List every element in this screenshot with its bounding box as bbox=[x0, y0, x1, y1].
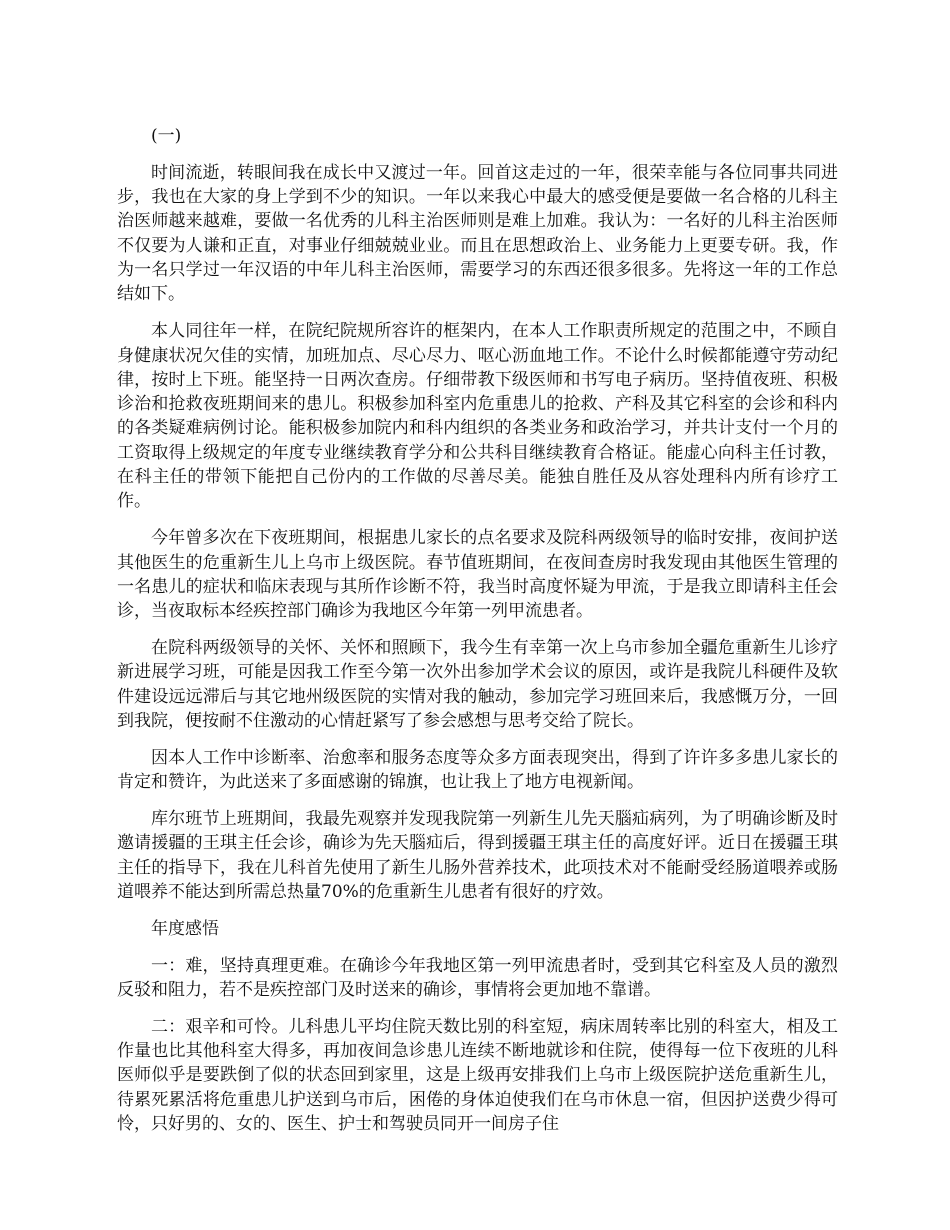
paragraph: 本人同往年一样，在院纪院规所容许的框架内，在本人工作职责所规定的范围之中，不顾自身健康状况欠佳的实情，加班加点、尽心尽力、呕心沥血地工作。不论什么时候都能遵守劳动纪律，按时上下班。能坚持一日两次查房。仔细带教下级医师和书写电子病历。坚持值夜班、积极诊治和抢救夜班期间来的患儿。积极参加科室内危重患儿的抢救、产科及其它科室的会诊和科内的各类疑难病例讨论。能积极参加院内和科内组织的各类业务和政治学习，并共计支付一个月的工资取得上级规定的年度专业继续教育学分和公共科目继续教育合格证。能虚心向科主任讨教，在科主任的带领下能把自己份内的工作做的尽善尽美。能独自胜任及从容处理科内所有诊疗工作。 bbox=[117, 321, 838, 512]
reflection-paragraph: 二：艰辛和可怜。儿科患儿平均住院天数比别的科室短，病床周转率比别的科室大，相及工作量也比其他科室大得多，再加夜间急诊患儿连续不断地就诊和住院，使得每一位下夜班的儿科医师似乎是要跌倒了似的状态回到家里，这是上级再安排我们上乌市上级医院护送危重新生儿，待累死累活将危重患儿护送到乌市后，困倦的身体迫使我们在乌市休息一宿，但因护送费少得可怜，只好男的、女的、医生、护士和驾驶员同开一间房子住 bbox=[117, 1016, 838, 1135]
section-heading: (一) bbox=[151, 126, 182, 146]
reflection-paragraph: 一：难，坚持真理更难。在确诊今年我地区第一列甲流患者时，受到其它科室及人员的激烈反驳和阻力，若不是疾控部门及时送来的确诊，事情将会更加地不靠谱。 bbox=[117, 955, 838, 1000]
paragraph: 时间流逝，转眼间我在成长中又渡过一年。回首这走过的一年，很荣幸能与各位同事共同进步，我也在大家的身上学到不少的知识。一年以来我心中最大的感受便是要做一名合格的儿科主治医师越来越难，要做一名优秀的儿科主治医师则是难上加难。我认为：一名好的儿科主治医师不仅要为人谦和正直，对事业仔细兢兢业业。而且在思想政治上、业务能力上更要专研。我，作为一名只学过一年汉语的中年儿科主治医师，需要学习的东西还很多很多。先将这一年的工作总结如下。 bbox=[117, 162, 838, 305]
paragraph: 在院科两级领导的关怀、关怀和照顾下，我今生有幸第一次上乌市参加全疆危重新生儿诊疗新进展学习班，可能是因我工作至今第一次外出参加学术会议的原因，或许是我院儿科硬件及软件建设远远滞后与其它地州级医院的实情对我的触动，参加完学习班回来后，我感慨万分，一回到我院，便按耐不住激动的心情赶紧写了参会感想与思考交给了院长。 bbox=[117, 638, 838, 731]
paragraph: 库尔班节上班期间，我最先观察并发现我院第一列新生儿先天腦疝病列，为了明确诊断及时邀请援疆的王琪主任会诊，确诊为先天腦疝后，得到援疆王琪主任的高度好评。近日在援疆王琪主任的指导下，我在儿科首先使用了新生儿肠外营养技术，此项技术对不能耐受经肠道喂养或肠道喂养不能达到所需总热量70%的危重新生儿患者有很好的疗效。 bbox=[117, 808, 838, 902]
document-body bbox=[117, 124, 838, 1149]
paragraph: 今年曾多次在下夜班期间，根据患儿家长的点名要求及院科两级领导的临时安排，夜间护送其他医生的危重新生儿上乌市上级医院。春节值班期间，在夜间查房时我发现由其他医生管理的一名患儿的症状和临床表现与其所作诊断不符，我当时高度怀疑为甲流，于是我立即请科主任会诊，当夜取标本经疾控部门确诊为我地区今年第一列甲流患者。 bbox=[117, 528, 838, 622]
paragraph: 因本人工作中诊断率、治愈率和服务态度等众多方面表现突出，得到了许许多多患儿家长的肯定和赞许，为此送来了多面感谢的锦旗，也让我上了地方电视新闻。 bbox=[117, 747, 838, 793]
subsection-heading: 年度感悟 bbox=[151, 918, 219, 939]
